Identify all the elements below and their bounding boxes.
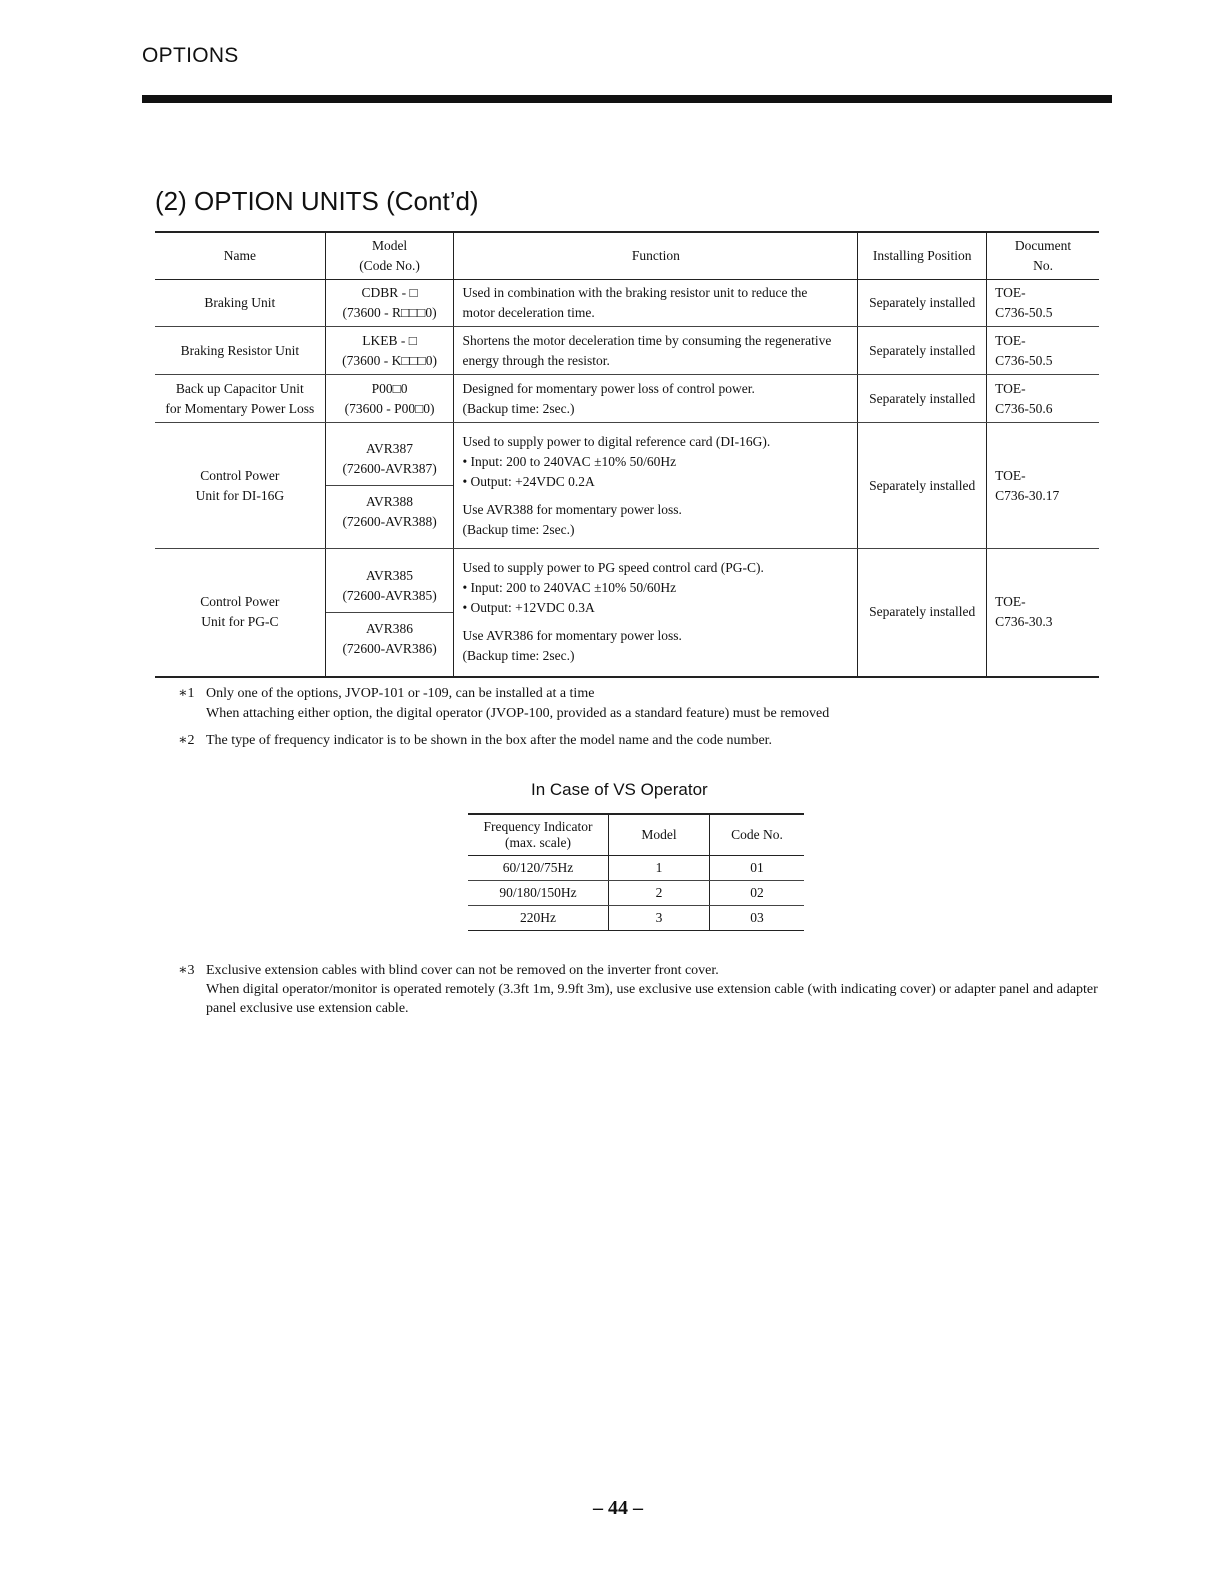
doc-line1: TOE- — [995, 285, 1026, 300]
code-number: (73600 - R□□□0) — [342, 305, 437, 320]
row-name — [155, 549, 325, 677]
row-position: Separately installed — [858, 375, 987, 423]
vs-col-header-freq-line1: Frequency Indicator — [483, 819, 593, 834]
doc-line1: TOE- — [995, 594, 1026, 610]
row-function — [454, 375, 858, 423]
row-position: Separately installed — [858, 549, 987, 677]
section-title: (2) OPTION UNITS (Cont’d) — [155, 186, 479, 216]
row-function — [454, 549, 858, 677]
function-line: (Backup time: 2sec.) — [462, 521, 575, 537]
table-row — [155, 549, 1099, 677]
footnote-line: Exclusive extension cables with blind cover can not be removed on the inverter front cover. — [206, 963, 719, 978]
row-document — [987, 327, 1099, 375]
row-document — [987, 423, 1099, 549]
function-line: Used to supply power to PG speed control card (PG-C). — [462, 560, 764, 576]
row-name — [155, 423, 325, 549]
name-line1: Control Power — [200, 467, 280, 483]
doc-line1: TOE- — [995, 332, 1026, 348]
row-name: Braking Resistor Unit — [155, 327, 325, 375]
doc-line2: C736-50.6 — [995, 400, 1053, 416]
footnote-mark: ∗2 — [178, 733, 195, 748]
table-row — [155, 327, 1099, 375]
function-line: Used to supply power to digital reference card (DI-16G). — [462, 433, 771, 449]
vs-model-cell: 3 — [609, 906, 710, 931]
model-number: P00□0 — [371, 380, 408, 396]
vs-code-cell: 01 — [710, 856, 805, 881]
doc-line2: C736-30.3 — [995, 614, 1053, 630]
footnote-1 — [178, 684, 1098, 724]
function-line: motor deceleration time. — [462, 305, 595, 320]
row-name: Braking Unit — [155, 280, 325, 327]
function-line: Shortens the motor deceleration time by consuming the regenerative — [462, 332, 832, 348]
row-document — [987, 549, 1099, 677]
code-number: (73600 - K□□□0) — [342, 352, 438, 368]
name-line2: Unit for PG-C — [201, 614, 279, 630]
name-line2: for Momentary Power Loss — [165, 400, 315, 416]
function-line: Use AVR386 for momentary power loss. — [462, 628, 682, 644]
col-header-doc-line2: No. — [1033, 258, 1053, 273]
vs-freq-cell: 60/120/75Hz — [468, 856, 609, 881]
function-line: energy through the resistor. — [462, 352, 610, 368]
model-number: CDBR - □ — [361, 285, 418, 300]
page-number: – 44 – — [593, 1497, 643, 1519]
model-number: AVR385 — [366, 567, 414, 583]
row-position: Separately installed — [858, 280, 987, 327]
row-model — [325, 327, 454, 375]
doc-line2: C736-50.5 — [995, 305, 1053, 320]
table-row — [155, 280, 1099, 327]
code-number: (72600-AVR387) — [342, 461, 437, 476]
row-document — [987, 280, 1099, 327]
vs-model-cell: 2 — [609, 881, 710, 906]
row-function — [454, 423, 858, 549]
vs-col-header-freq-line2: (max. scale) — [505, 835, 571, 850]
col-header-model-line2: (Code No.) — [359, 258, 420, 273]
doc-line1: TOE- — [995, 380, 1026, 396]
col-header-name: Name — [155, 232, 325, 280]
model-number: AVR388 — [366, 494, 414, 509]
row-model — [325, 280, 454, 327]
vs-operator-title: In Case of VS Operator — [531, 780, 708, 799]
vs-col-header-code: Code No. — [710, 814, 805, 856]
doc-line2: C736-50.5 — [995, 352, 1053, 368]
function-line: • Output: +12VDC 0.3A — [462, 600, 595, 616]
table-row — [468, 856, 804, 881]
model-number: LKEB - □ — [362, 332, 417, 348]
name-line2: Unit for DI-16G — [195, 487, 285, 503]
footnote-mark: ∗3 — [178, 963, 195, 978]
model-divider — [326, 485, 454, 486]
page-header-title: OPTIONS — [142, 44, 239, 67]
row-model — [325, 423, 454, 549]
col-header-doc-line1: Document — [1014, 238, 1072, 253]
vs-code-cell: 03 — [710, 906, 805, 931]
function-line: • Input: 200 to 240VAC ±10% 50/60Hz — [462, 580, 677, 596]
row-model — [325, 549, 454, 677]
table-row — [468, 906, 804, 931]
col-header-document — [987, 232, 1099, 280]
footnotes — [178, 684, 1098, 758]
col-header-position: Installing Position — [858, 232, 987, 280]
row-document — [987, 375, 1099, 423]
row-position: Separately installed — [858, 423, 987, 549]
function-line: Use AVR388 for momentary power loss. — [462, 501, 682, 517]
footnote-line: The type of frequency indicator is to be shown in the box after the model name and the code number. — [206, 733, 773, 748]
row-function — [454, 327, 858, 375]
vs-col-header-model: Model — [609, 814, 710, 856]
vs-freq-cell: 220Hz — [468, 906, 609, 931]
name-line1: Control Power — [200, 594, 280, 610]
option-units-table — [155, 231, 1099, 678]
vs-table-header-row — [468, 814, 804, 856]
function-line: Used in combination with the braking resistor unit to reduce the — [462, 285, 808, 300]
vs-col-header-frequency — [468, 814, 609, 856]
footnote-line: When attaching either option, the digital operator (JVOP-100, provided as a standard feature) must be removed — [206, 706, 830, 721]
function-gap — [462, 492, 849, 500]
col-header-model-line1: Model — [371, 238, 408, 253]
code-number: (73600 - P00□0) — [344, 400, 435, 416]
vs-freq-cell: 90/180/150Hz — [468, 881, 609, 906]
doc-line1: TOE- — [995, 467, 1026, 483]
vs-code-cell: 02 — [710, 881, 805, 906]
table-row — [155, 423, 1099, 549]
function-line: Designed for momentary power loss of control power. — [462, 380, 755, 396]
function-gap — [462, 618, 849, 626]
code-number: (72600-AVR386) — [342, 640, 437, 656]
footnote-2 — [178, 731, 1098, 751]
footnote-3-body — [178, 961, 1098, 1018]
function-line: • Input: 200 to 240VAC ±10% 50/60Hz — [462, 453, 677, 469]
row-position: Separately installed — [858, 327, 987, 375]
row-model — [325, 375, 454, 423]
footnote-3 — [178, 961, 1098, 1025]
row-function — [454, 280, 858, 327]
footnote-mark: ∗1 — [178, 686, 195, 701]
doc-line2: C736-30.17 — [995, 487, 1060, 503]
function-line: (Backup time: 2sec.) — [462, 400, 575, 416]
header-rule — [142, 95, 1112, 103]
footnote-line: When digital operator/monitor is operated remotely (3.3ft 1m, 9.9ft 3m), use exclusive use extension cable (with indicating cover) or adapter panel and adapter panel exclusive use extension cable. — [206, 982, 1098, 1016]
table-row — [155, 375, 1099, 423]
table-row — [468, 881, 804, 906]
row-name — [155, 375, 325, 423]
name-line1: Back up Capacitor Unit — [175, 380, 304, 396]
vs-operator-table — [468, 813, 804, 931]
model-number: AVR387 — [366, 441, 414, 456]
col-header-function: Function — [454, 232, 858, 280]
code-number: (72600-AVR388) — [342, 514, 437, 529]
col-header-model — [325, 232, 454, 280]
code-number: (72600-AVR385) — [342, 587, 437, 603]
footnote-line: Only one of the options, JVOP-101 or -109, can be installed at a time — [206, 686, 595, 701]
function-line: • Output: +24VDC 0.2A — [462, 473, 595, 489]
model-divider — [326, 612, 454, 613]
vs-model-cell: 1 — [609, 856, 710, 881]
function-line: (Backup time: 2sec.) — [462, 648, 575, 664]
model-number: AVR386 — [366, 620, 414, 636]
table-header-row — [155, 232, 1099, 280]
